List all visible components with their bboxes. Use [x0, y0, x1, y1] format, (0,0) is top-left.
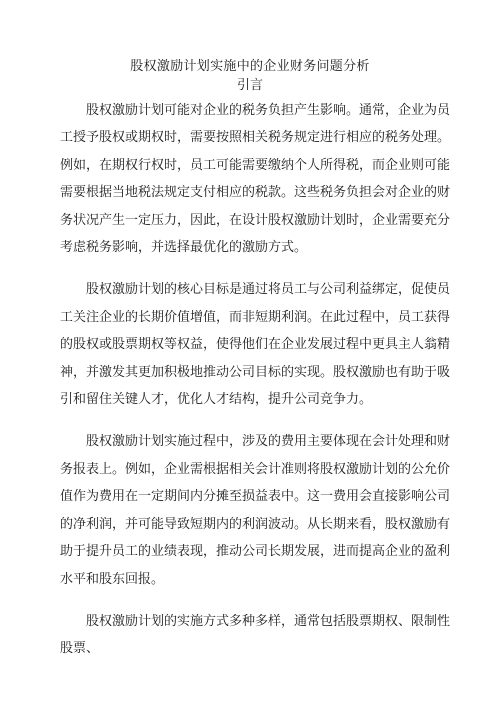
section-heading: 引言: [236, 78, 263, 93]
paragraph-2: 股权激励计划的核心目标是通过将员工与公司利益绑定，促使员工关注企业的长期价值增值，而非短期利润。在此过程中，员工获得的股权或股票期权等权益，使得他们在企业发展过程中更具主人翁精神，并激发其更加积极地推动公司目标的实现。股权激励也有助于吸引和留住关键人才，优化人才结构，提升公司竞争力。: [60, 282, 451, 408]
document-title: 股权激励计划实施中的企业财务问题分析: [130, 59, 370, 74]
document-body: [60, 97, 450, 678]
paragraph-4: 股权激励计划的实施方式多种多样，通常包括股票期权、限制性股票、: [60, 613, 451, 657]
paragraph-1: 股权激励计划可能对企业的税务负担产生影响。通常，企业为员工授予股权或期权时，需要按照相关税务规定进行相应的税务处理。例如，在期权行权时，员工可能需要缴纳个人所得税，而企业则可能需要根据当地税法规定支付相应的税款。这些税务负担会对企业的财务状况产生一定压力，因此，在设计股权激励计划时，企业需要充分考虑税务影响，并选择最优化的激励方式。: [60, 103, 451, 256]
paragraph-3: 股权激励计划实施过程中，涉及的费用主要体现在会计处理和财务报表上。例如，企业需根据相关会计准则将股权激励计划的公允价值作为费用在一定期间内分摊至损益表中。这一费用会直接影响公司的净利润，并可能导致短期内的利润波动。从长期来看，股权激励有助于提升员工的业绩表现，推动公司长期发展，进而提高企业的盈利水平和股东回报。: [60, 434, 451, 587]
